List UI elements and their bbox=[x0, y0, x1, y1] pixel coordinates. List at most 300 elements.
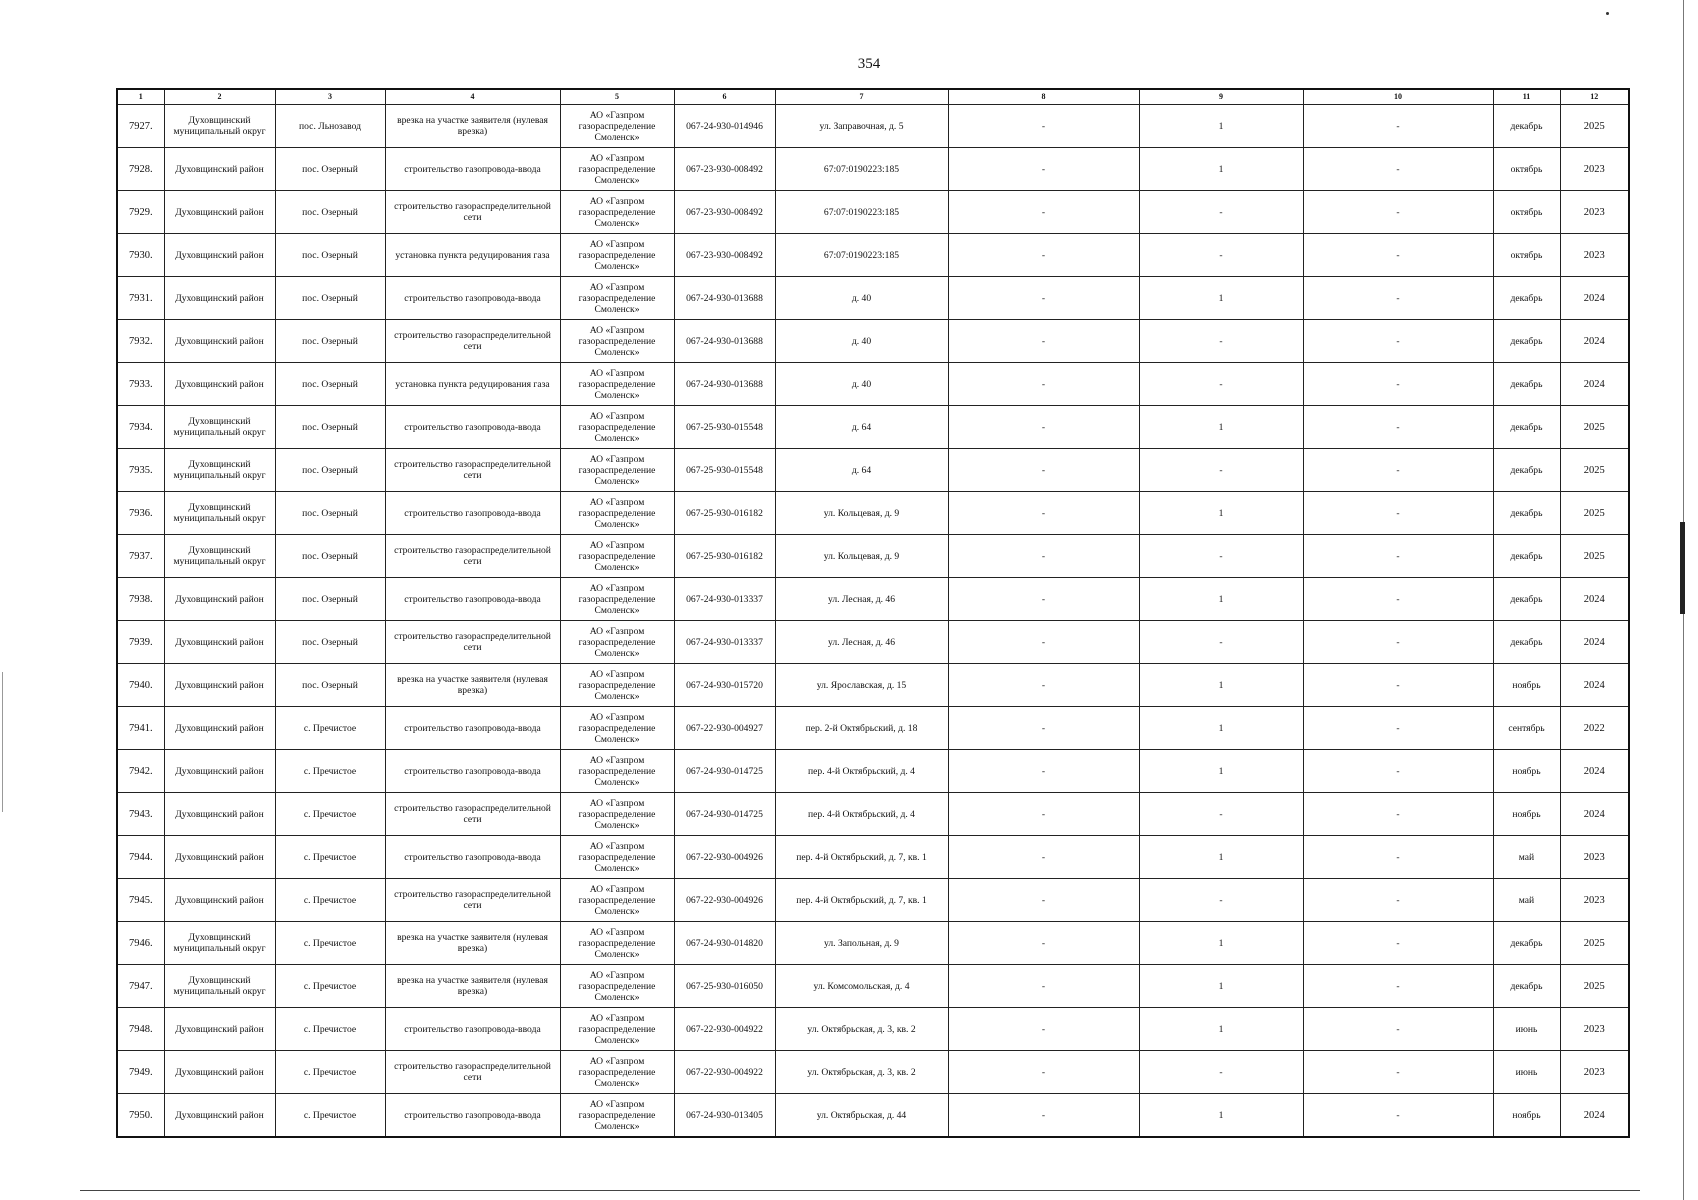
cell-col-10: - bbox=[1303, 148, 1493, 191]
cell-municipality: Духовщинский район bbox=[164, 750, 275, 793]
cell-year: 2024 bbox=[1560, 750, 1629, 793]
cell-month: май bbox=[1493, 836, 1560, 879]
cell-col-8: - bbox=[948, 664, 1139, 707]
cell-col-9: 1 bbox=[1139, 836, 1303, 879]
cell-col-9: 1 bbox=[1139, 965, 1303, 1008]
cell-settlement: с. Пречистое bbox=[275, 1051, 385, 1094]
cell-application-number: 067-24-930-013337 bbox=[674, 578, 775, 621]
table-row bbox=[117, 793, 1629, 836]
cell-col-9: 1 bbox=[1139, 406, 1303, 449]
table-row bbox=[117, 1008, 1629, 1051]
cell-col-10: - bbox=[1303, 879, 1493, 922]
table-row bbox=[117, 750, 1629, 793]
cell-row-number: 7942. bbox=[117, 750, 164, 793]
cell-col-9: - bbox=[1139, 1051, 1303, 1094]
cell-work-type: строительство газораспределительной сети bbox=[385, 191, 560, 234]
cell-col-8: - bbox=[948, 750, 1139, 793]
cell-month: декабрь bbox=[1493, 320, 1560, 363]
table-row bbox=[117, 621, 1629, 664]
table-row bbox=[117, 277, 1629, 320]
cell-application-number: 067-24-930-013337 bbox=[674, 621, 775, 664]
cell-col-9: 1 bbox=[1139, 277, 1303, 320]
cell-settlement: пос. Озерный bbox=[275, 320, 385, 363]
cell-row-number: 7927. bbox=[117, 105, 164, 148]
table-row bbox=[117, 1094, 1629, 1138]
cell-col-10: - bbox=[1303, 793, 1493, 836]
cell-settlement: пос. Озерный bbox=[275, 449, 385, 492]
cell-address: д. 64 bbox=[775, 406, 948, 449]
cell-row-number: 7940. bbox=[117, 664, 164, 707]
cell-application-number: 067-24-930-014946 bbox=[674, 105, 775, 148]
cell-application-number: 067-24-930-014725 bbox=[674, 750, 775, 793]
cell-municipality: Духовщинский район bbox=[164, 1008, 275, 1051]
cell-col-10: - bbox=[1303, 449, 1493, 492]
cell-col-9: - bbox=[1139, 621, 1303, 664]
cell-work-type: строительство газопровода-ввода bbox=[385, 750, 560, 793]
cell-col-10: - bbox=[1303, 492, 1493, 535]
cell-settlement: пос. Озерный bbox=[275, 664, 385, 707]
column-header-6: 6 bbox=[674, 89, 775, 105]
cell-year: 2025 bbox=[1560, 406, 1629, 449]
cell-municipality: Духовщинский муниципальный округ bbox=[164, 965, 275, 1008]
column-header-4: 4 bbox=[385, 89, 560, 105]
cell-municipality: Духовщинский район bbox=[164, 234, 275, 277]
table-row bbox=[117, 105, 1629, 148]
cell-col-9: 1 bbox=[1139, 105, 1303, 148]
table-row bbox=[117, 191, 1629, 234]
column-header-1: 1 bbox=[117, 89, 164, 105]
bottom-rule bbox=[80, 1190, 1640, 1191]
cell-month: декабрь bbox=[1493, 363, 1560, 406]
cell-settlement: с. Пречистое bbox=[275, 836, 385, 879]
cell-address: 67:07:0190223:185 bbox=[775, 234, 948, 277]
cell-year: 2025 bbox=[1560, 965, 1629, 1008]
cell-month: июнь bbox=[1493, 1051, 1560, 1094]
cell-year: 2025 bbox=[1560, 449, 1629, 492]
cell-year: 2023 bbox=[1560, 1051, 1629, 1094]
cell-month: ноябрь bbox=[1493, 664, 1560, 707]
cell-organization: АО «Газпром газораспределение Смоленск» bbox=[560, 750, 674, 793]
cell-row-number: 7933. bbox=[117, 363, 164, 406]
cell-application-number: 067-25-930-016182 bbox=[674, 492, 775, 535]
table-row bbox=[117, 535, 1629, 578]
cell-settlement: с. Пречистое bbox=[275, 879, 385, 922]
cell-col-10: - bbox=[1303, 277, 1493, 320]
cell-address: 67:07:0190223:185 bbox=[775, 191, 948, 234]
column-header-8: 8 bbox=[948, 89, 1139, 105]
cell-year: 2024 bbox=[1560, 578, 1629, 621]
cell-organization: АО «Газпром газораспределение Смоленск» bbox=[560, 320, 674, 363]
cell-row-number: 7928. bbox=[117, 148, 164, 191]
cell-municipality: Духовщинский район bbox=[164, 793, 275, 836]
cell-col-10: - bbox=[1303, 664, 1493, 707]
cell-municipality: Духовщинский район bbox=[164, 191, 275, 234]
cell-settlement: пос. Озерный bbox=[275, 535, 385, 578]
cell-address: ул. Лесная, д. 46 bbox=[775, 621, 948, 664]
table-row bbox=[117, 836, 1629, 879]
scan-edge-left bbox=[2, 672, 3, 812]
cell-col-9: 1 bbox=[1139, 750, 1303, 793]
cell-year: 2024 bbox=[1560, 621, 1629, 664]
cell-application-number: 067-23-930-008492 bbox=[674, 234, 775, 277]
cell-month: декабрь bbox=[1493, 922, 1560, 965]
cell-settlement: пос. Озерный bbox=[275, 578, 385, 621]
cell-work-type: строительство газопровода-ввода bbox=[385, 148, 560, 191]
table-row bbox=[117, 492, 1629, 535]
cell-application-number: 067-25-930-016050 bbox=[674, 965, 775, 1008]
cell-application-number: 067-22-930-004922 bbox=[674, 1008, 775, 1051]
cell-col-8: - bbox=[948, 320, 1139, 363]
column-header-5: 5 bbox=[560, 89, 674, 105]
cell-row-number: 7943. bbox=[117, 793, 164, 836]
cell-organization: АО «Газпром газораспределение Смоленск» bbox=[560, 707, 674, 750]
cell-row-number: 7939. bbox=[117, 621, 164, 664]
cell-work-type: строительство газораспределительной сети bbox=[385, 320, 560, 363]
cell-address: пер. 4-й Октябрьский, д. 4 bbox=[775, 793, 948, 836]
cell-col-8: - bbox=[948, 234, 1139, 277]
cell-settlement: с. Пречистое bbox=[275, 707, 385, 750]
cell-month: октябрь bbox=[1493, 148, 1560, 191]
cell-organization: АО «Газпром газораспределение Смоленск» bbox=[560, 1008, 674, 1051]
cell-work-type: строительство газопровода-ввода bbox=[385, 836, 560, 879]
cell-organization: АО «Газпром газораспределение Смоленск» bbox=[560, 578, 674, 621]
cell-col-9: 1 bbox=[1139, 578, 1303, 621]
cell-work-type: строительство газопровода-ввода bbox=[385, 707, 560, 750]
cell-address: 67:07:0190223:185 bbox=[775, 148, 948, 191]
cell-work-type: врезка на участке заявителя (нулевая врезка) bbox=[385, 664, 560, 707]
cell-application-number: 067-24-930-014820 bbox=[674, 922, 775, 965]
cell-month: декабрь bbox=[1493, 965, 1560, 1008]
cell-row-number: 7937. bbox=[117, 535, 164, 578]
cell-settlement: с. Пречистое bbox=[275, 1008, 385, 1051]
cell-municipality: Духовщинский район bbox=[164, 1051, 275, 1094]
cell-municipality: Духовщинский муниципальный округ bbox=[164, 492, 275, 535]
cell-col-10: - bbox=[1303, 320, 1493, 363]
cell-address: ул. Лесная, д. 46 bbox=[775, 578, 948, 621]
cell-row-number: 7932. bbox=[117, 320, 164, 363]
cell-address: пер. 2-й Октябрьский, д. 18 bbox=[775, 707, 948, 750]
cell-row-number: 7936. bbox=[117, 492, 164, 535]
table-row bbox=[117, 363, 1629, 406]
cell-work-type: строительство газопровода-ввода bbox=[385, 406, 560, 449]
cell-municipality: Духовщинский район bbox=[164, 707, 275, 750]
cell-year: 2025 bbox=[1560, 492, 1629, 535]
table-header bbox=[117, 89, 1629, 105]
cell-municipality: Духовщинский муниципальный округ bbox=[164, 406, 275, 449]
cell-settlement: пос. Озерный bbox=[275, 191, 385, 234]
cell-row-number: 7941. bbox=[117, 707, 164, 750]
cell-address: ул. Октябрьская, д. 3, кв. 2 bbox=[775, 1051, 948, 1094]
cell-application-number: 067-25-930-016182 bbox=[674, 535, 775, 578]
cell-row-number: 7930. bbox=[117, 234, 164, 277]
cell-work-type: установка пункта редуцирования газа bbox=[385, 234, 560, 277]
cell-month: май bbox=[1493, 879, 1560, 922]
cell-row-number: 7929. bbox=[117, 191, 164, 234]
column-header-10: 10 bbox=[1303, 89, 1493, 105]
cell-work-type: строительство газопровода-ввода bbox=[385, 277, 560, 320]
cell-organization: АО «Газпром газораспределение Смоленск» bbox=[560, 793, 674, 836]
cell-settlement: пос. Льнозавод bbox=[275, 105, 385, 148]
cell-settlement: с. Пречистое bbox=[275, 750, 385, 793]
cell-year: 2025 bbox=[1560, 535, 1629, 578]
cell-organization: АО «Газпром газораспределение Смоленск» bbox=[560, 492, 674, 535]
cell-month: июнь bbox=[1493, 1008, 1560, 1051]
cell-month: декабрь bbox=[1493, 535, 1560, 578]
cell-col-9: 1 bbox=[1139, 1094, 1303, 1138]
table-row bbox=[117, 406, 1629, 449]
cell-work-type: строительство газопровода-ввода bbox=[385, 492, 560, 535]
cell-settlement: пос. Озерный bbox=[275, 148, 385, 191]
cell-col-10: - bbox=[1303, 707, 1493, 750]
cell-year: 2024 bbox=[1560, 277, 1629, 320]
cell-col-10: - bbox=[1303, 406, 1493, 449]
cell-organization: АО «Газпром газораспределение Смоленск» bbox=[560, 406, 674, 449]
cell-month: ноябрь bbox=[1493, 1094, 1560, 1138]
cell-col-9: - bbox=[1139, 535, 1303, 578]
cell-col-9: - bbox=[1139, 793, 1303, 836]
document-table bbox=[116, 88, 1630, 1138]
cell-col-9: 1 bbox=[1139, 922, 1303, 965]
cell-municipality: Духовщинский район bbox=[164, 664, 275, 707]
cell-month: декабрь bbox=[1493, 492, 1560, 535]
table-row bbox=[117, 148, 1629, 191]
cell-col-10: - bbox=[1303, 836, 1493, 879]
cell-organization: АО «Газпром газораспределение Смоленск» bbox=[560, 277, 674, 320]
cell-month: декабрь bbox=[1493, 105, 1560, 148]
cell-application-number: 067-23-930-008492 bbox=[674, 191, 775, 234]
page-number: 354 bbox=[857, 56, 881, 72]
cell-address: ул. Заправочная, д. 5 bbox=[775, 105, 948, 148]
cell-application-number: 067-25-930-015548 bbox=[674, 449, 775, 492]
cell-col-9: - bbox=[1139, 191, 1303, 234]
cell-col-8: - bbox=[948, 1051, 1139, 1094]
cell-municipality: Духовщинский муниципальный округ bbox=[164, 535, 275, 578]
cell-col-9: 1 bbox=[1139, 664, 1303, 707]
cell-address: ул. Октябрьская, д. 3, кв. 2 bbox=[775, 1008, 948, 1051]
cell-organization: АО «Газпром газораспределение Смоленск» bbox=[560, 836, 674, 879]
table-row bbox=[117, 320, 1629, 363]
cell-row-number: 7948. bbox=[117, 1008, 164, 1051]
cell-year: 2024 bbox=[1560, 320, 1629, 363]
table-row bbox=[117, 234, 1629, 277]
cell-settlement: с. Пречистое bbox=[275, 922, 385, 965]
cell-organization: АО «Газпром газораспределение Смоленск» bbox=[560, 363, 674, 406]
cell-organization: АО «Газпром газораспределение Смоленск» bbox=[560, 1094, 674, 1138]
cell-month: декабрь bbox=[1493, 277, 1560, 320]
cell-col-10: - bbox=[1303, 363, 1493, 406]
cell-col-8: - bbox=[948, 922, 1139, 965]
table-body bbox=[117, 105, 1629, 1138]
cell-year: 2025 bbox=[1560, 105, 1629, 148]
cell-col-8: - bbox=[948, 965, 1139, 1008]
cell-col-10: - bbox=[1303, 750, 1493, 793]
cell-application-number: 067-24-930-013688 bbox=[674, 277, 775, 320]
cell-application-number: 067-22-930-004922 bbox=[674, 1051, 775, 1094]
cell-application-number: 067-22-930-004926 bbox=[674, 879, 775, 922]
scan-mark bbox=[1680, 522, 1685, 614]
cell-organization: АО «Газпром газораспределение Смоленск» bbox=[560, 965, 674, 1008]
cell-col-9: - bbox=[1139, 363, 1303, 406]
cell-col-10: - bbox=[1303, 621, 1493, 664]
cell-col-10: - bbox=[1303, 1051, 1493, 1094]
cell-month: сентябрь bbox=[1493, 707, 1560, 750]
cell-organization: АО «Газпром газораспределение Смоленск» bbox=[560, 664, 674, 707]
cell-year: 2023 bbox=[1560, 148, 1629, 191]
cell-address: пер. 4-й Октябрьский, д. 4 bbox=[775, 750, 948, 793]
cell-settlement: пос. Озерный bbox=[275, 492, 385, 535]
column-header-11: 11 bbox=[1493, 89, 1560, 105]
column-header-3: 3 bbox=[275, 89, 385, 105]
cell-col-8: - bbox=[948, 707, 1139, 750]
cell-address: ул. Октябрьская, д. 44 bbox=[775, 1094, 948, 1138]
cell-col-10: - bbox=[1303, 535, 1493, 578]
cell-year: 2024 bbox=[1560, 793, 1629, 836]
cell-year: 2025 bbox=[1560, 922, 1629, 965]
cell-col-8: - bbox=[948, 879, 1139, 922]
cell-municipality: Духовщинский район bbox=[164, 277, 275, 320]
table-row bbox=[117, 578, 1629, 621]
cell-col-8: - bbox=[948, 1008, 1139, 1051]
cell-month: ноябрь bbox=[1493, 750, 1560, 793]
cell-organization: АО «Газпром газораспределение Смоленск» bbox=[560, 148, 674, 191]
cell-municipality: Духовщинский муниципальный округ bbox=[164, 922, 275, 965]
table-row bbox=[117, 449, 1629, 492]
header-row bbox=[117, 89, 1629, 105]
cell-work-type: строительство газораспределительной сети bbox=[385, 535, 560, 578]
cell-address: д. 40 bbox=[775, 320, 948, 363]
cell-address: пер. 4-й Октябрьский, д. 7, кв. 1 bbox=[775, 836, 948, 879]
cell-col-10: - bbox=[1303, 191, 1493, 234]
cell-col-9: - bbox=[1139, 449, 1303, 492]
cell-municipality: Духовщинский район bbox=[164, 1094, 275, 1138]
cell-work-type: строительство газораспределительной сети bbox=[385, 1051, 560, 1094]
cell-col-8: - bbox=[948, 836, 1139, 879]
cell-settlement: с. Пречистое bbox=[275, 965, 385, 1008]
cell-col-8: - bbox=[948, 578, 1139, 621]
cell-month: декабрь bbox=[1493, 449, 1560, 492]
cell-col-9: 1 bbox=[1139, 492, 1303, 535]
cell-col-9: 1 bbox=[1139, 707, 1303, 750]
cell-month: декабрь bbox=[1493, 406, 1560, 449]
cell-settlement: пос. Озерный bbox=[275, 406, 385, 449]
cell-address: ул. Кольцевая, д. 9 bbox=[775, 492, 948, 535]
cell-row-number: 7935. bbox=[117, 449, 164, 492]
cell-settlement: пос. Озерный bbox=[275, 277, 385, 320]
cell-col-8: - bbox=[948, 363, 1139, 406]
cell-year: 2023 bbox=[1560, 1008, 1629, 1051]
cell-col-8: - bbox=[948, 793, 1139, 836]
cell-work-type: строительство газопровода-ввода bbox=[385, 578, 560, 621]
cell-col-8: - bbox=[948, 191, 1139, 234]
cell-month: ноябрь bbox=[1493, 793, 1560, 836]
cell-organization: АО «Газпром газораспределение Смоленск» bbox=[560, 1051, 674, 1094]
cell-address: д. 40 bbox=[775, 363, 948, 406]
cell-application-number: 067-24-930-013405 bbox=[674, 1094, 775, 1138]
cell-work-type: строительство газораспределительной сети bbox=[385, 449, 560, 492]
cell-col-10: - bbox=[1303, 234, 1493, 277]
cell-settlement: пос. Озерный bbox=[275, 234, 385, 277]
cell-year: 2024 bbox=[1560, 1094, 1629, 1138]
cell-col-8: - bbox=[948, 406, 1139, 449]
cell-col-10: - bbox=[1303, 1094, 1493, 1138]
cell-year: 2022 bbox=[1560, 707, 1629, 750]
cell-application-number: 067-22-930-004926 bbox=[674, 836, 775, 879]
cell-organization: АО «Газпром газораспределение Смоленск» bbox=[560, 105, 674, 148]
cell-year: 2024 bbox=[1560, 363, 1629, 406]
cell-col-8: - bbox=[948, 492, 1139, 535]
cell-col-8: - bbox=[948, 621, 1139, 664]
table-row bbox=[117, 965, 1629, 1008]
cell-work-type: врезка на участке заявителя (нулевая врезка) bbox=[385, 965, 560, 1008]
cell-month: декабрь bbox=[1493, 578, 1560, 621]
cell-municipality: Духовщинский муниципальный округ bbox=[164, 449, 275, 492]
cell-address: д. 64 bbox=[775, 449, 948, 492]
cell-municipality: Духовщинский район bbox=[164, 879, 275, 922]
cell-col-8: - bbox=[948, 148, 1139, 191]
cell-address: пер. 4-й Октябрьский, д. 7, кв. 1 bbox=[775, 879, 948, 922]
cell-work-type: установка пункта редуцирования газа bbox=[385, 363, 560, 406]
cell-col-10: - bbox=[1303, 1008, 1493, 1051]
cell-row-number: 7945. bbox=[117, 879, 164, 922]
cell-application-number: 067-23-930-008492 bbox=[674, 148, 775, 191]
cell-work-type: строительство газораспределительной сети bbox=[385, 793, 560, 836]
scan-speck bbox=[1606, 12, 1609, 15]
cell-application-number: 067-24-930-014725 bbox=[674, 793, 775, 836]
cell-col-9: 1 bbox=[1139, 148, 1303, 191]
cell-col-9: - bbox=[1139, 234, 1303, 277]
cell-row-number: 7947. bbox=[117, 965, 164, 1008]
cell-year: 2023 bbox=[1560, 879, 1629, 922]
cell-col-8: - bbox=[948, 1094, 1139, 1138]
cell-row-number: 7931. bbox=[117, 277, 164, 320]
cell-organization: АО «Газпром газораспределение Смоленск» bbox=[560, 234, 674, 277]
cell-organization: АО «Газпром газораспределение Смоленск» bbox=[560, 191, 674, 234]
cell-organization: АО «Газпром газораспределение Смоленск» bbox=[560, 922, 674, 965]
cell-month: октябрь bbox=[1493, 234, 1560, 277]
cell-organization: АО «Газпром газораспределение Смоленск» bbox=[560, 535, 674, 578]
cell-row-number: 7950. bbox=[117, 1094, 164, 1138]
cell-municipality: Духовщинский район bbox=[164, 836, 275, 879]
cell-year: 2023 bbox=[1560, 234, 1629, 277]
cell-municipality: Духовщинский район bbox=[164, 578, 275, 621]
column-header-7: 7 bbox=[775, 89, 948, 105]
cell-work-type: строительство газопровода-ввода bbox=[385, 1008, 560, 1051]
cell-work-type: строительство газопровода-ввода bbox=[385, 1094, 560, 1138]
cell-year: 2023 bbox=[1560, 836, 1629, 879]
cell-col-10: - bbox=[1303, 922, 1493, 965]
cell-col-8: - bbox=[948, 105, 1139, 148]
cell-col-9: - bbox=[1139, 320, 1303, 363]
cell-organization: АО «Газпром газораспределение Смоленск» bbox=[560, 621, 674, 664]
cell-organization: АО «Газпром газораспределение Смоленск» bbox=[560, 449, 674, 492]
cell-address: ул. Запольная, д. 9 bbox=[775, 922, 948, 965]
cell-col-9: 1 bbox=[1139, 1008, 1303, 1051]
cell-municipality: Духовщинский район bbox=[164, 148, 275, 191]
cell-address: ул. Кольцевая, д. 9 bbox=[775, 535, 948, 578]
table-row bbox=[117, 1051, 1629, 1094]
cell-row-number: 7946. bbox=[117, 922, 164, 965]
cell-col-9: - bbox=[1139, 879, 1303, 922]
cell-month: декабрь bbox=[1493, 621, 1560, 664]
table-row bbox=[117, 879, 1629, 922]
cell-row-number: 7949. bbox=[117, 1051, 164, 1094]
cell-year: 2024 bbox=[1560, 664, 1629, 707]
cell-col-8: - bbox=[948, 277, 1139, 320]
cell-col-8: - bbox=[948, 535, 1139, 578]
table-row bbox=[117, 707, 1629, 750]
cell-col-10: - bbox=[1303, 578, 1493, 621]
cell-settlement: пос. Озерный bbox=[275, 363, 385, 406]
